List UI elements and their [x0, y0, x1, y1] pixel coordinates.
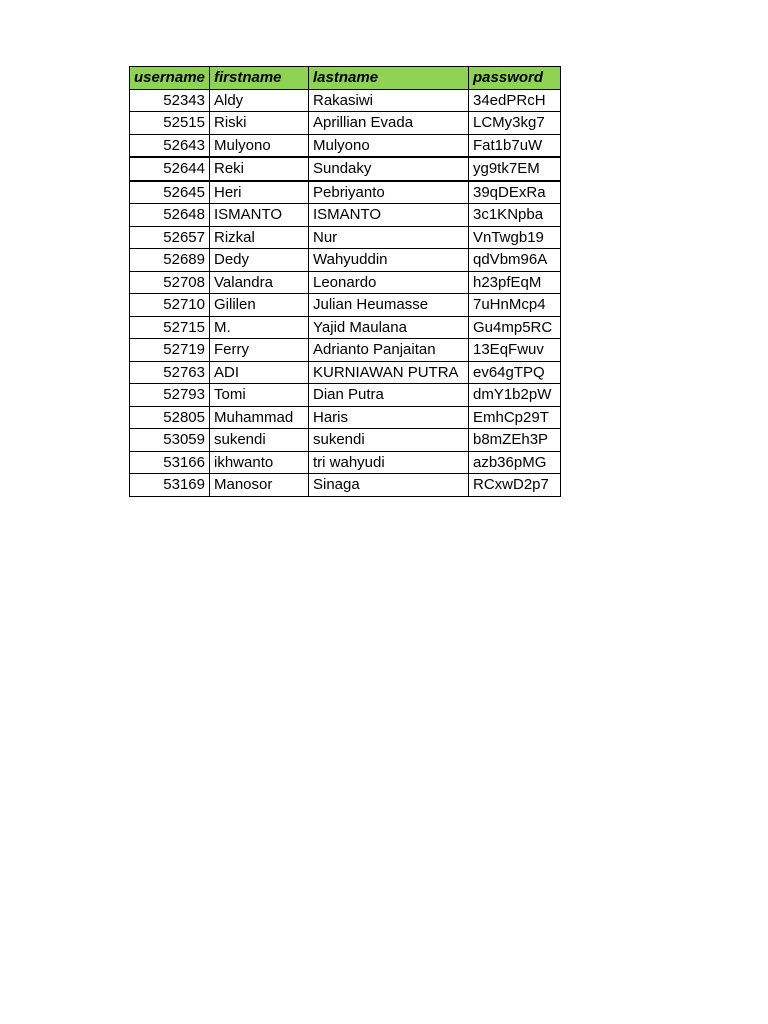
- username-cell: 52805: [130, 406, 210, 429]
- lastname-cell: sukendi: [309, 429, 469, 452]
- password-cell: 13EqFwuv: [469, 339, 561, 362]
- lastname-cell: Rakasiwi: [309, 89, 469, 112]
- lastname-cell: Nur: [309, 226, 469, 249]
- password-cell: dmY1b2pW: [469, 384, 561, 407]
- lastname-cell: Leonardo: [309, 271, 469, 294]
- lastname-cell: Julian Heumasse: [309, 294, 469, 317]
- username-cell: 52715: [130, 316, 210, 339]
- lastname-cell: Mulyono: [309, 134, 469, 157]
- password-cell: 39qDExRa: [469, 181, 561, 204]
- username-cell: 52689: [130, 249, 210, 272]
- lastname-cell: Pebriyanto: [309, 181, 469, 204]
- username-cell: 53059: [130, 429, 210, 452]
- firstname-cell: Rizkal: [210, 226, 309, 249]
- firstname-cell: Aldy: [210, 89, 309, 112]
- firstname-cell: M.: [210, 316, 309, 339]
- table-row: [130, 226, 561, 249]
- firstname-cell: sukendi: [210, 429, 309, 452]
- password-cell: h23pfEqM: [469, 271, 561, 294]
- username-cell: 52644: [130, 157, 210, 181]
- password-cell: ev64gTPQ: [469, 361, 561, 384]
- lastname-cell: Yajid Maulana: [309, 316, 469, 339]
- firstname-cell: Riski: [210, 112, 309, 135]
- password-cell: yg9tk7EM: [469, 157, 561, 181]
- table-row: [130, 406, 561, 429]
- password-cell: 34edPRcH: [469, 89, 561, 112]
- table-row: [130, 294, 561, 317]
- username-cell: 52793: [130, 384, 210, 407]
- table-header-row: [130, 67, 561, 90]
- firstname-cell: Reki: [210, 157, 309, 181]
- lastname-cell: Haris: [309, 406, 469, 429]
- firstname-cell: Tomi: [210, 384, 309, 407]
- table-row: [130, 204, 561, 227]
- firstname-cell: ADI: [210, 361, 309, 384]
- firstname-cell: ikhwanto: [210, 451, 309, 474]
- password-cell: VnTwgb19: [469, 226, 561, 249]
- firstname-cell: ISMANTO: [210, 204, 309, 227]
- password-cell: LCMy3kg7: [469, 112, 561, 135]
- table-row: [130, 134, 561, 157]
- spreadsheet-area: [129, 66, 561, 497]
- firstname-cell: Dedy: [210, 249, 309, 272]
- username-cell: 52708: [130, 271, 210, 294]
- table-row: [130, 181, 561, 204]
- username-cell: 52719: [130, 339, 210, 362]
- username-cell: 52710: [130, 294, 210, 317]
- password-cell: b8mZEh3P: [469, 429, 561, 452]
- username-cell: 52643: [130, 134, 210, 157]
- header-firstname: firstname: [210, 67, 309, 90]
- lastname-cell: Wahyuddin: [309, 249, 469, 272]
- password-cell: Gu4mp5RC: [469, 316, 561, 339]
- username-cell: 52763: [130, 361, 210, 384]
- username-cell: 52648: [130, 204, 210, 227]
- table-row: [130, 249, 561, 272]
- lastname-cell: Sinaga: [309, 474, 469, 497]
- firstname-cell: Valandra: [210, 271, 309, 294]
- table-row: [130, 112, 561, 135]
- username-cell: 53169: [130, 474, 210, 497]
- password-cell: 7uHnMcp4: [469, 294, 561, 317]
- table-row: [130, 429, 561, 452]
- password-cell: 3c1KNpba: [469, 204, 561, 227]
- username-cell: 52657: [130, 226, 210, 249]
- table-row: [130, 384, 561, 407]
- firstname-cell: Gililen: [210, 294, 309, 317]
- header-username: username: [130, 67, 210, 90]
- table-row: [130, 316, 561, 339]
- header-password: password: [469, 67, 561, 90]
- firstname-cell: Heri: [210, 181, 309, 204]
- table-row: [130, 474, 561, 497]
- table-row: [130, 451, 561, 474]
- user-credentials-table: [129, 66, 561, 497]
- lastname-cell: Sundaky: [309, 157, 469, 181]
- username-cell: 53166: [130, 451, 210, 474]
- firstname-cell: Ferry: [210, 339, 309, 362]
- table-body: [130, 89, 561, 496]
- username-cell: 52515: [130, 112, 210, 135]
- table-row: [130, 339, 561, 362]
- username-cell: 52343: [130, 89, 210, 112]
- username-cell: 52645: [130, 181, 210, 204]
- lastname-cell: tri wahyudi: [309, 451, 469, 474]
- firstname-cell: Mulyono: [210, 134, 309, 157]
- lastname-cell: ISMANTO: [309, 204, 469, 227]
- table-row: [130, 361, 561, 384]
- password-cell: azb36pMG: [469, 451, 561, 474]
- password-cell: RCxwD2p7: [469, 474, 561, 497]
- lastname-cell: Aprillian Evada: [309, 112, 469, 135]
- table-row: [130, 89, 561, 112]
- password-cell: Fat1b7uW: [469, 134, 561, 157]
- lastname-cell: KURNIAWAN PUTRA: [309, 361, 469, 384]
- firstname-cell: Manosor: [210, 474, 309, 497]
- table-row: [130, 157, 561, 181]
- lastname-cell: Dian Putra: [309, 384, 469, 407]
- lastname-cell: Adrianto Panjaitan: [309, 339, 469, 362]
- table-row: [130, 271, 561, 294]
- password-cell: qdVbm96A: [469, 249, 561, 272]
- password-cell: EmhCp29T: [469, 406, 561, 429]
- firstname-cell: Muhammad: [210, 406, 309, 429]
- header-lastname: lastname: [309, 67, 469, 90]
